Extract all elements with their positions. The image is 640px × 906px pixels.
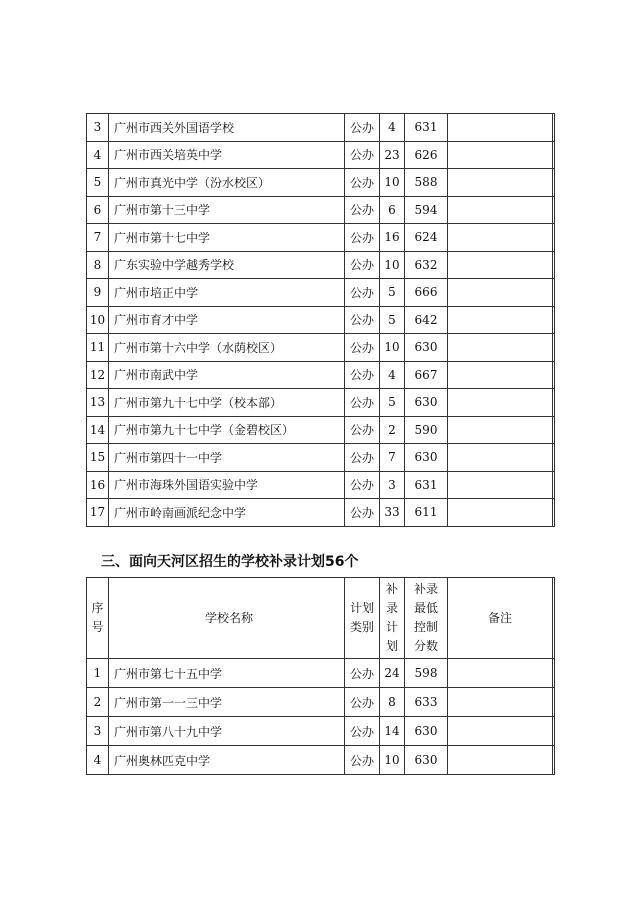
cell-no: 4 xyxy=(87,141,109,169)
table-row xyxy=(87,688,555,717)
cell-extra xyxy=(553,361,555,389)
cell-no: 1 xyxy=(87,659,109,688)
cell-min-score: 667 xyxy=(405,361,448,389)
cell-no: 8 xyxy=(87,251,109,279)
cell-plan-count: 4 xyxy=(380,114,405,142)
cell-plan-type: 公办 xyxy=(345,717,380,746)
cell-min-score: 590 xyxy=(405,416,448,444)
cell-school-name: 广州市育才中学 xyxy=(109,306,345,334)
cell-no: 14 xyxy=(87,416,109,444)
cell-min-score: 611 xyxy=(405,499,448,527)
table-row xyxy=(87,717,555,746)
cell-min-score: 630 xyxy=(405,389,448,417)
cell-extra xyxy=(553,141,555,169)
cell-min-score: 588 xyxy=(405,169,448,197)
cell-school-name: 广州市第九十七中学（金碧校区） xyxy=(109,416,345,444)
cell-min-score: 630 xyxy=(405,444,448,472)
cell-plan-count: 2 xyxy=(380,416,405,444)
cell-note xyxy=(448,224,553,252)
cell-plan-count: 5 xyxy=(380,279,405,307)
cell-min-score: 631 xyxy=(405,471,448,499)
cell-plan-type: 公办 xyxy=(345,361,380,389)
cell-min-score: 630 xyxy=(405,717,448,746)
section-heading-tianhe: 三、面向天河区招生的学校补录计划56个 xyxy=(101,554,359,570)
cell-school-name: 广州市第四十一中学 xyxy=(109,444,345,472)
table-row xyxy=(87,196,555,224)
cell-no: 2 xyxy=(87,688,109,717)
cell-plan-type: 公办 xyxy=(345,444,380,472)
cell-min-score: 630 xyxy=(405,746,448,775)
table-row xyxy=(87,416,555,444)
cell-plan-type: 公办 xyxy=(345,416,380,444)
cell-extra xyxy=(553,659,555,688)
cell-plan-count: 6 xyxy=(380,196,405,224)
cell-plan-type: 公办 xyxy=(345,499,380,527)
cell-note xyxy=(448,659,553,688)
table-row xyxy=(87,334,555,362)
cell-note xyxy=(448,279,553,307)
cell-min-score: 631 xyxy=(405,114,448,142)
cell-min-score: 630 xyxy=(405,334,448,362)
cell-extra xyxy=(553,499,555,527)
table-row xyxy=(87,444,555,472)
cell-plan-type: 公办 xyxy=(345,251,380,279)
cell-note xyxy=(448,169,553,197)
cell-plan-type: 公办 xyxy=(345,141,380,169)
table-row xyxy=(87,499,555,527)
cell-plan-type: 公办 xyxy=(345,169,380,197)
cell-note xyxy=(448,114,553,142)
cell-note xyxy=(448,746,553,775)
cell-plan-type: 公办 xyxy=(345,334,380,362)
cell-plan-count: 7 xyxy=(380,444,405,472)
cell-note xyxy=(448,416,553,444)
table-row xyxy=(87,306,555,334)
cell-school-name: 广州市第十六中学（水荫校区） xyxy=(109,334,345,362)
cell-plan-count: 8 xyxy=(380,688,405,717)
cell-school-name: 广州市第七十五中学 xyxy=(109,659,345,688)
cell-school-name: 广州市第一一三中学 xyxy=(109,688,345,717)
cell-plan-type: 公办 xyxy=(345,659,380,688)
cell-no: 3 xyxy=(87,114,109,142)
cell-note xyxy=(448,688,553,717)
table-row xyxy=(87,279,555,307)
cell-extra xyxy=(553,114,555,142)
cell-plan-type: 公办 xyxy=(345,306,380,334)
cell-note xyxy=(448,444,553,472)
cell-note xyxy=(448,306,553,334)
cell-school-name: 广州市培正中学 xyxy=(109,279,345,307)
table-row xyxy=(87,471,555,499)
table-row xyxy=(87,141,555,169)
cell-no: 6 xyxy=(87,196,109,224)
cell-no: 10 xyxy=(87,306,109,334)
table-row xyxy=(87,114,555,142)
cell-extra xyxy=(553,444,555,472)
cell-school-name: 广州市南武中学 xyxy=(109,361,345,389)
cell-extra xyxy=(553,746,555,775)
cell-note xyxy=(448,141,553,169)
cell-min-score: 594 xyxy=(405,196,448,224)
cell-plan-type: 公办 xyxy=(345,746,380,775)
cell-school-name: 广州市第八十九中学 xyxy=(109,717,345,746)
header-school-name: 学校名称 xyxy=(109,578,345,659)
cell-no: 17 xyxy=(87,499,109,527)
table-row xyxy=(87,389,555,417)
cell-plan-type: 公办 xyxy=(345,688,380,717)
table-row xyxy=(87,361,555,389)
cell-plan-type: 公办 xyxy=(345,196,380,224)
cell-plan-count: 24 xyxy=(380,659,405,688)
table-row xyxy=(87,224,555,252)
cell-extra xyxy=(553,688,555,717)
cell-note xyxy=(448,334,553,362)
cell-school-name: 广州市西关外国语学校 xyxy=(109,114,345,142)
cell-plan-count: 10 xyxy=(380,746,405,775)
cell-school-name: 广州市真光中学（汾水校区） xyxy=(109,169,345,197)
cell-plan-count: 4 xyxy=(380,361,405,389)
cell-extra xyxy=(553,224,555,252)
cell-note xyxy=(448,361,553,389)
header-min-score: 补录最低控制分数 xyxy=(405,578,448,659)
table-row xyxy=(87,169,555,197)
table-row xyxy=(87,251,555,279)
cell-extra xyxy=(553,334,555,362)
cell-extra xyxy=(553,471,555,499)
admission-table-2 xyxy=(86,577,555,775)
cell-extra xyxy=(553,717,555,746)
header-no: 序号 xyxy=(87,578,109,659)
cell-plan-type: 公办 xyxy=(345,114,380,142)
cell-note xyxy=(448,196,553,224)
cell-plan-count: 5 xyxy=(380,389,405,417)
cell-extra xyxy=(553,416,555,444)
cell-school-name: 广州市第十三中学 xyxy=(109,196,345,224)
table-header-row xyxy=(87,578,555,659)
cell-plan-count: 14 xyxy=(380,717,405,746)
header-note: 备注 xyxy=(448,578,553,659)
cell-extra xyxy=(553,279,555,307)
cell-plan-count: 33 xyxy=(380,499,405,527)
cell-no: 7 xyxy=(87,224,109,252)
cell-plan-count: 3 xyxy=(380,471,405,499)
cell-min-score: 642 xyxy=(405,306,448,334)
cell-plan-count: 10 xyxy=(380,334,405,362)
cell-min-score: 633 xyxy=(405,688,448,717)
cell-no: 3 xyxy=(87,717,109,746)
table-row xyxy=(87,659,555,688)
cell-extra xyxy=(553,169,555,197)
cell-school-name: 广州奥林匹克中学 xyxy=(109,746,345,775)
cell-plan-type: 公办 xyxy=(345,471,380,499)
cell-school-name: 广州市岭南画派纪念中学 xyxy=(109,499,345,527)
cell-min-score: 666 xyxy=(405,279,448,307)
cell-extra xyxy=(553,389,555,417)
cell-plan-count: 23 xyxy=(380,141,405,169)
cell-note xyxy=(448,471,553,499)
cell-note xyxy=(448,499,553,527)
cell-school-name: 广州市第十七中学 xyxy=(109,224,345,252)
cell-plan-count: 16 xyxy=(380,224,405,252)
cell-min-score: 626 xyxy=(405,141,448,169)
cell-plan-count: 10 xyxy=(380,169,405,197)
cell-min-score: 624 xyxy=(405,224,448,252)
cell-plan-count: 10 xyxy=(380,251,405,279)
cell-no: 4 xyxy=(87,746,109,775)
cell-no: 15 xyxy=(87,444,109,472)
header-extra xyxy=(553,578,555,659)
cell-note xyxy=(448,717,553,746)
cell-extra xyxy=(553,196,555,224)
cell-no: 13 xyxy=(87,389,109,417)
cell-extra xyxy=(553,251,555,279)
admission-table-1 xyxy=(86,113,555,527)
cell-plan-type: 公办 xyxy=(345,389,380,417)
cell-no: 5 xyxy=(87,169,109,197)
cell-no: 12 xyxy=(87,361,109,389)
cell-min-score: 632 xyxy=(405,251,448,279)
cell-min-score: 598 xyxy=(405,659,448,688)
cell-note xyxy=(448,251,553,279)
cell-no: 16 xyxy=(87,471,109,499)
cell-school-name: 广州市第九十七中学（校本部） xyxy=(109,389,345,417)
cell-school-name: 广州市西关培英中学 xyxy=(109,141,345,169)
cell-no: 9 xyxy=(87,279,109,307)
cell-school-name: 广州市海珠外国语实验中学 xyxy=(109,471,345,499)
cell-school-name: 广东实验中学越秀学校 xyxy=(109,251,345,279)
cell-plan-count: 5 xyxy=(380,306,405,334)
cell-no: 11 xyxy=(87,334,109,362)
table-row xyxy=(87,746,555,775)
header-supplement-plan: 补录计划 xyxy=(380,578,405,659)
cell-plan-type: 公办 xyxy=(345,279,380,307)
cell-extra xyxy=(553,306,555,334)
cell-plan-type: 公办 xyxy=(345,224,380,252)
cell-note xyxy=(448,389,553,417)
header-plan-type: 计划类别 xyxy=(345,578,380,659)
